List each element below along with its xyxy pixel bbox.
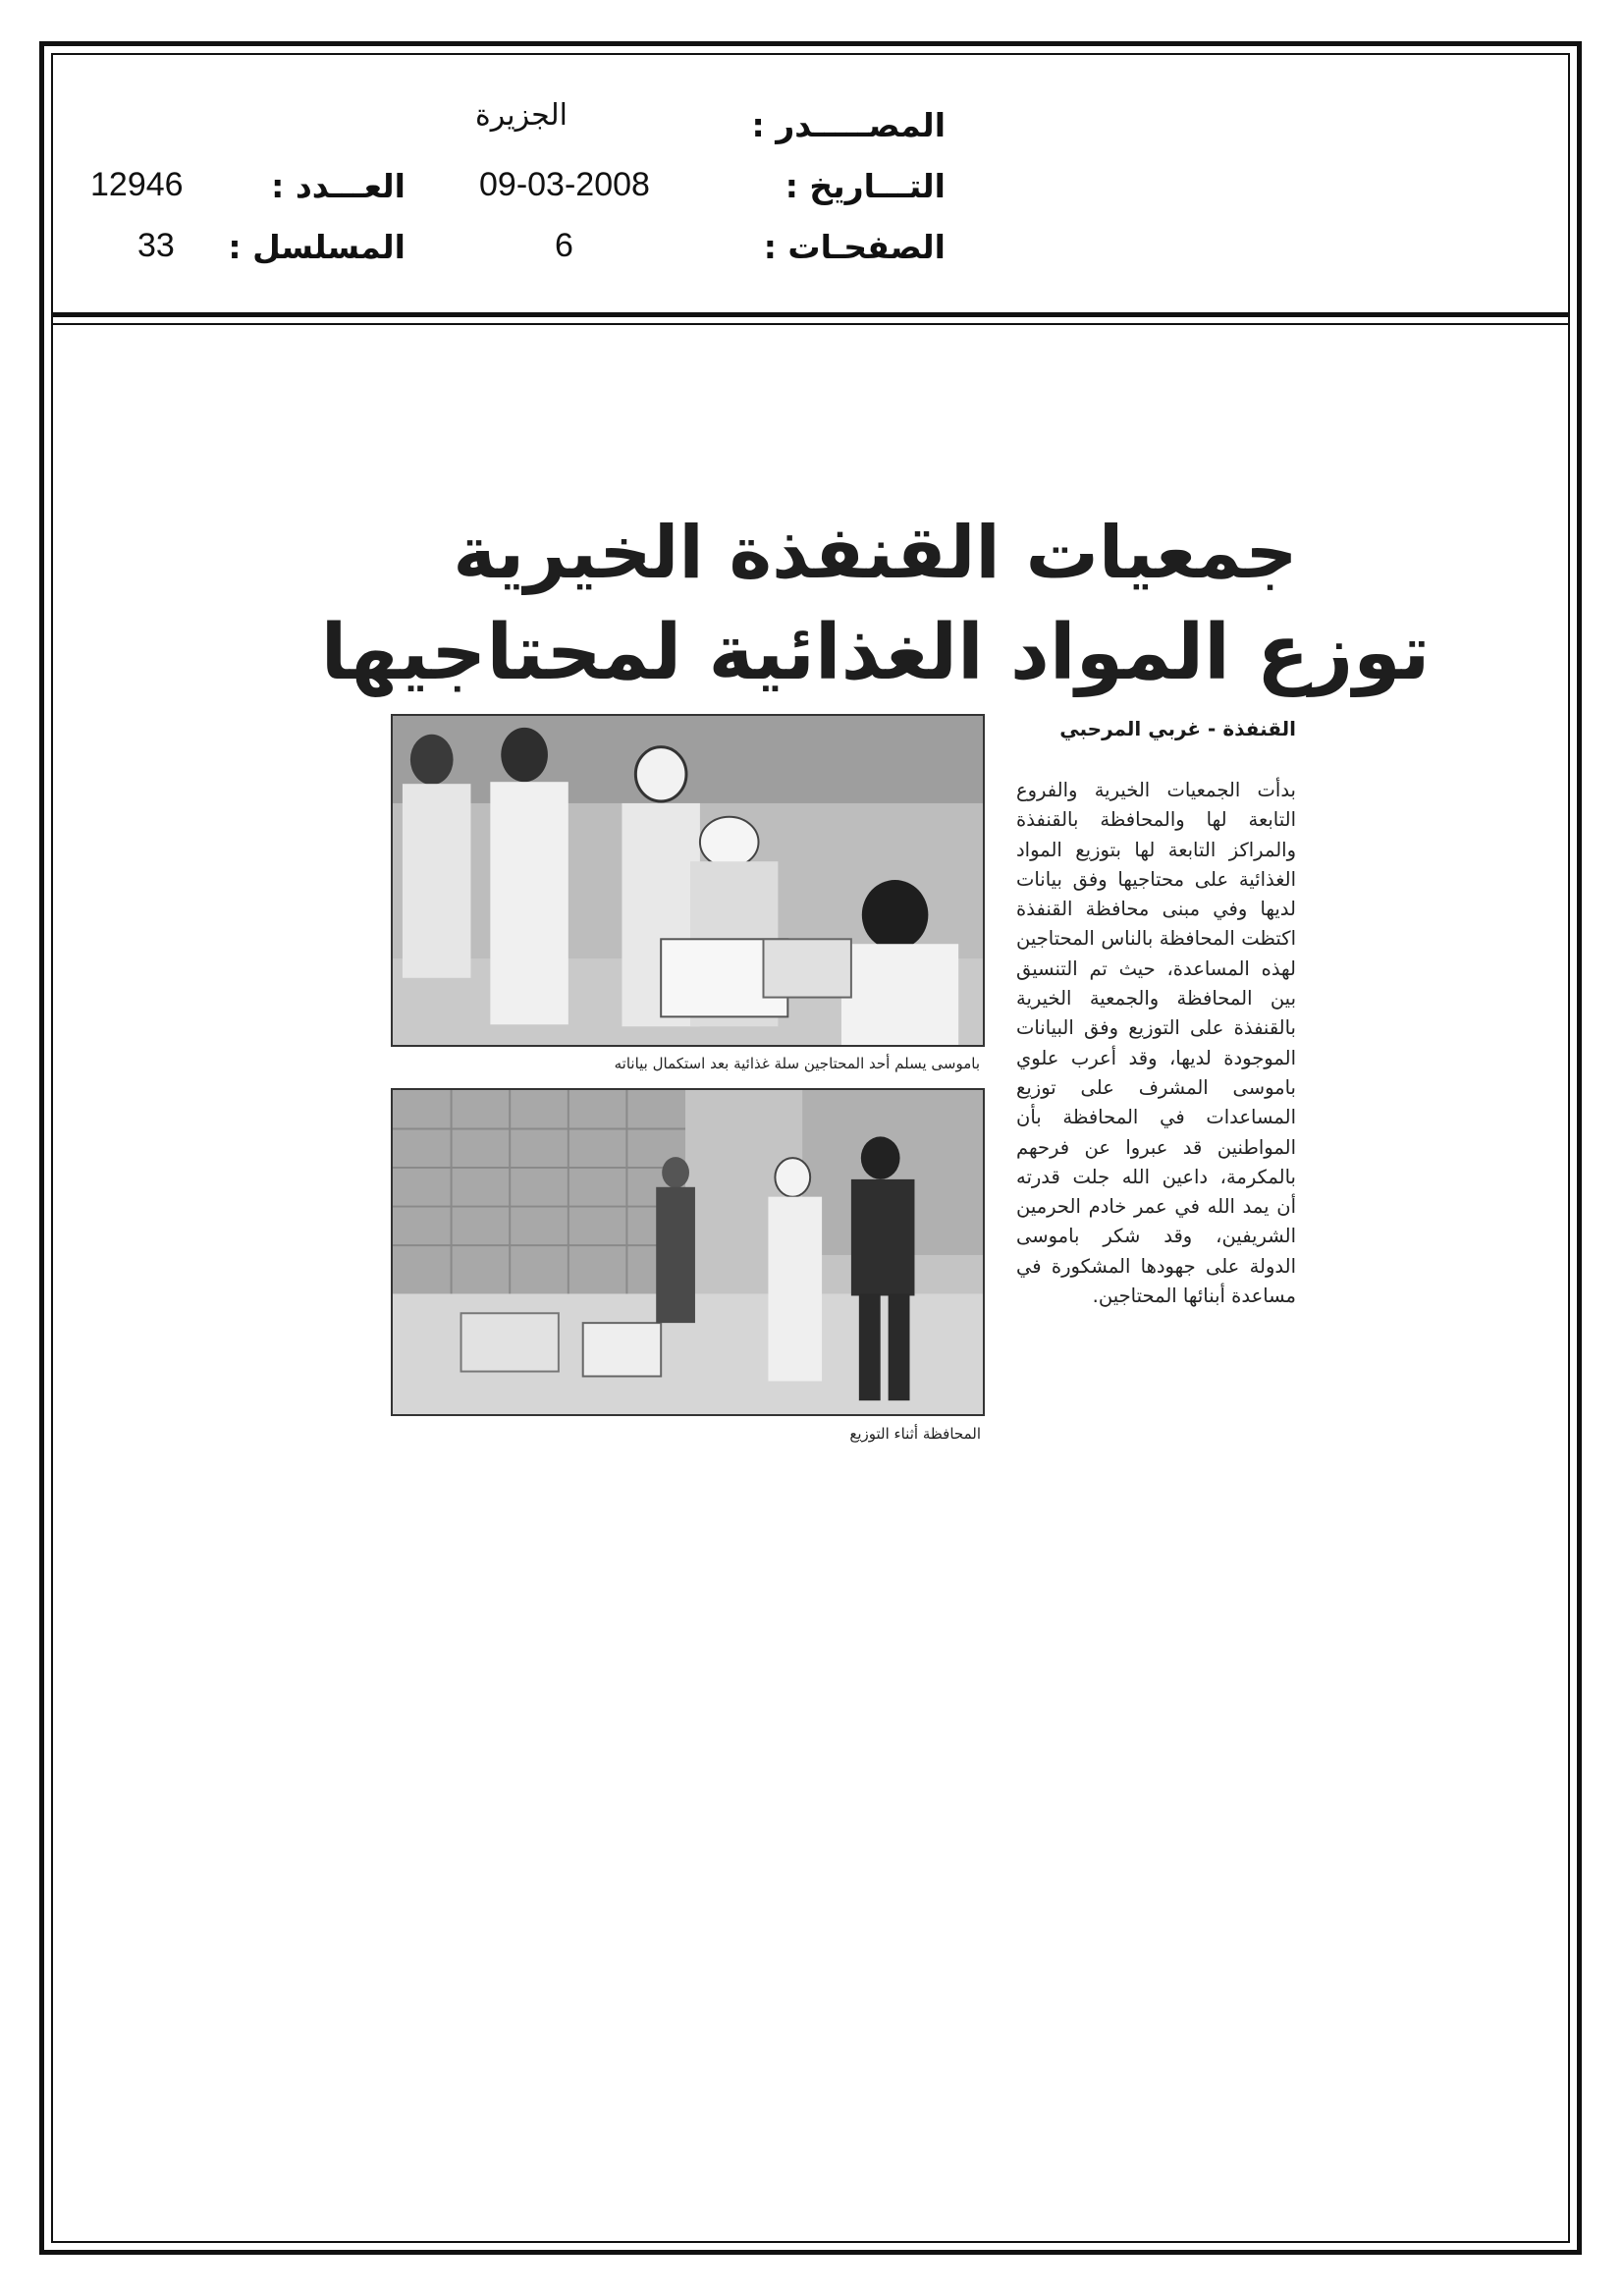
source-value: الجزيرة	[474, 98, 568, 133]
photo-distribution	[391, 1088, 985, 1416]
headline-line-2: توزع المواد الغذائية لمحتاجيها	[320, 609, 1431, 697]
pages-value: 6	[555, 227, 573, 264]
issue-label: العـــدد :	[271, 167, 406, 205]
header-divider-thick	[51, 312, 1570, 317]
photo-caption-1: باموسى يسلم أحد المحتاجين سلة غذائية بعد استكمال بياناته	[614, 1055, 980, 1072]
date-label: التـــاريخ :	[784, 167, 946, 205]
photo-food-handover	[391, 714, 985, 1047]
headline-line-1: جمعيات القنفذة الخيرية	[453, 511, 1298, 595]
issue-value: 12946	[90, 166, 184, 203]
byline: القنفذة - غربي المرحبي	[1059, 717, 1296, 740]
header-divider-thin	[51, 323, 1570, 325]
serial-label: المسلسل :	[228, 228, 406, 266]
article-body: بدأت الجمعيات الخيرية والفروع التابعة لها والمحافظة بالقنفذة والمراكز التابعة لها بتوزيع المواد الغذائية على محتاجيها وفق بيانات لديها وفي مبنى محافظة القنفذة اكتظت المحافظة بالناس المحتاجين لهذه المساعدة، حيث تم التنسيق بين المحافظة والجمعية الخيرية بالقنفذة على التوزيع وفق البيانات الموجودة لديها، وقد أعرب علوي باموسى المشرف على توزيع المساعدات في المحافظة بأن المواطنين قد عبروا عن فرحهم بالمكرمة، داعين الله جلت قدرته أن يمد الله في عمر خادم الحرمين الشريفين، وقد شكر باموسى الدولة على جهودها المشكورة في مساعدة أبنائها المحتاجين.	[1016, 779, 1296, 1308]
serial-value: 33	[137, 227, 175, 264]
date-value: 09-03-2008	[479, 166, 650, 203]
source-label: المصـــــدر :	[751, 106, 946, 144]
photo-caption-2: المحافظة أثناء التوزيع	[849, 1425, 981, 1443]
pages-label: الصفحـات :	[763, 228, 946, 266]
